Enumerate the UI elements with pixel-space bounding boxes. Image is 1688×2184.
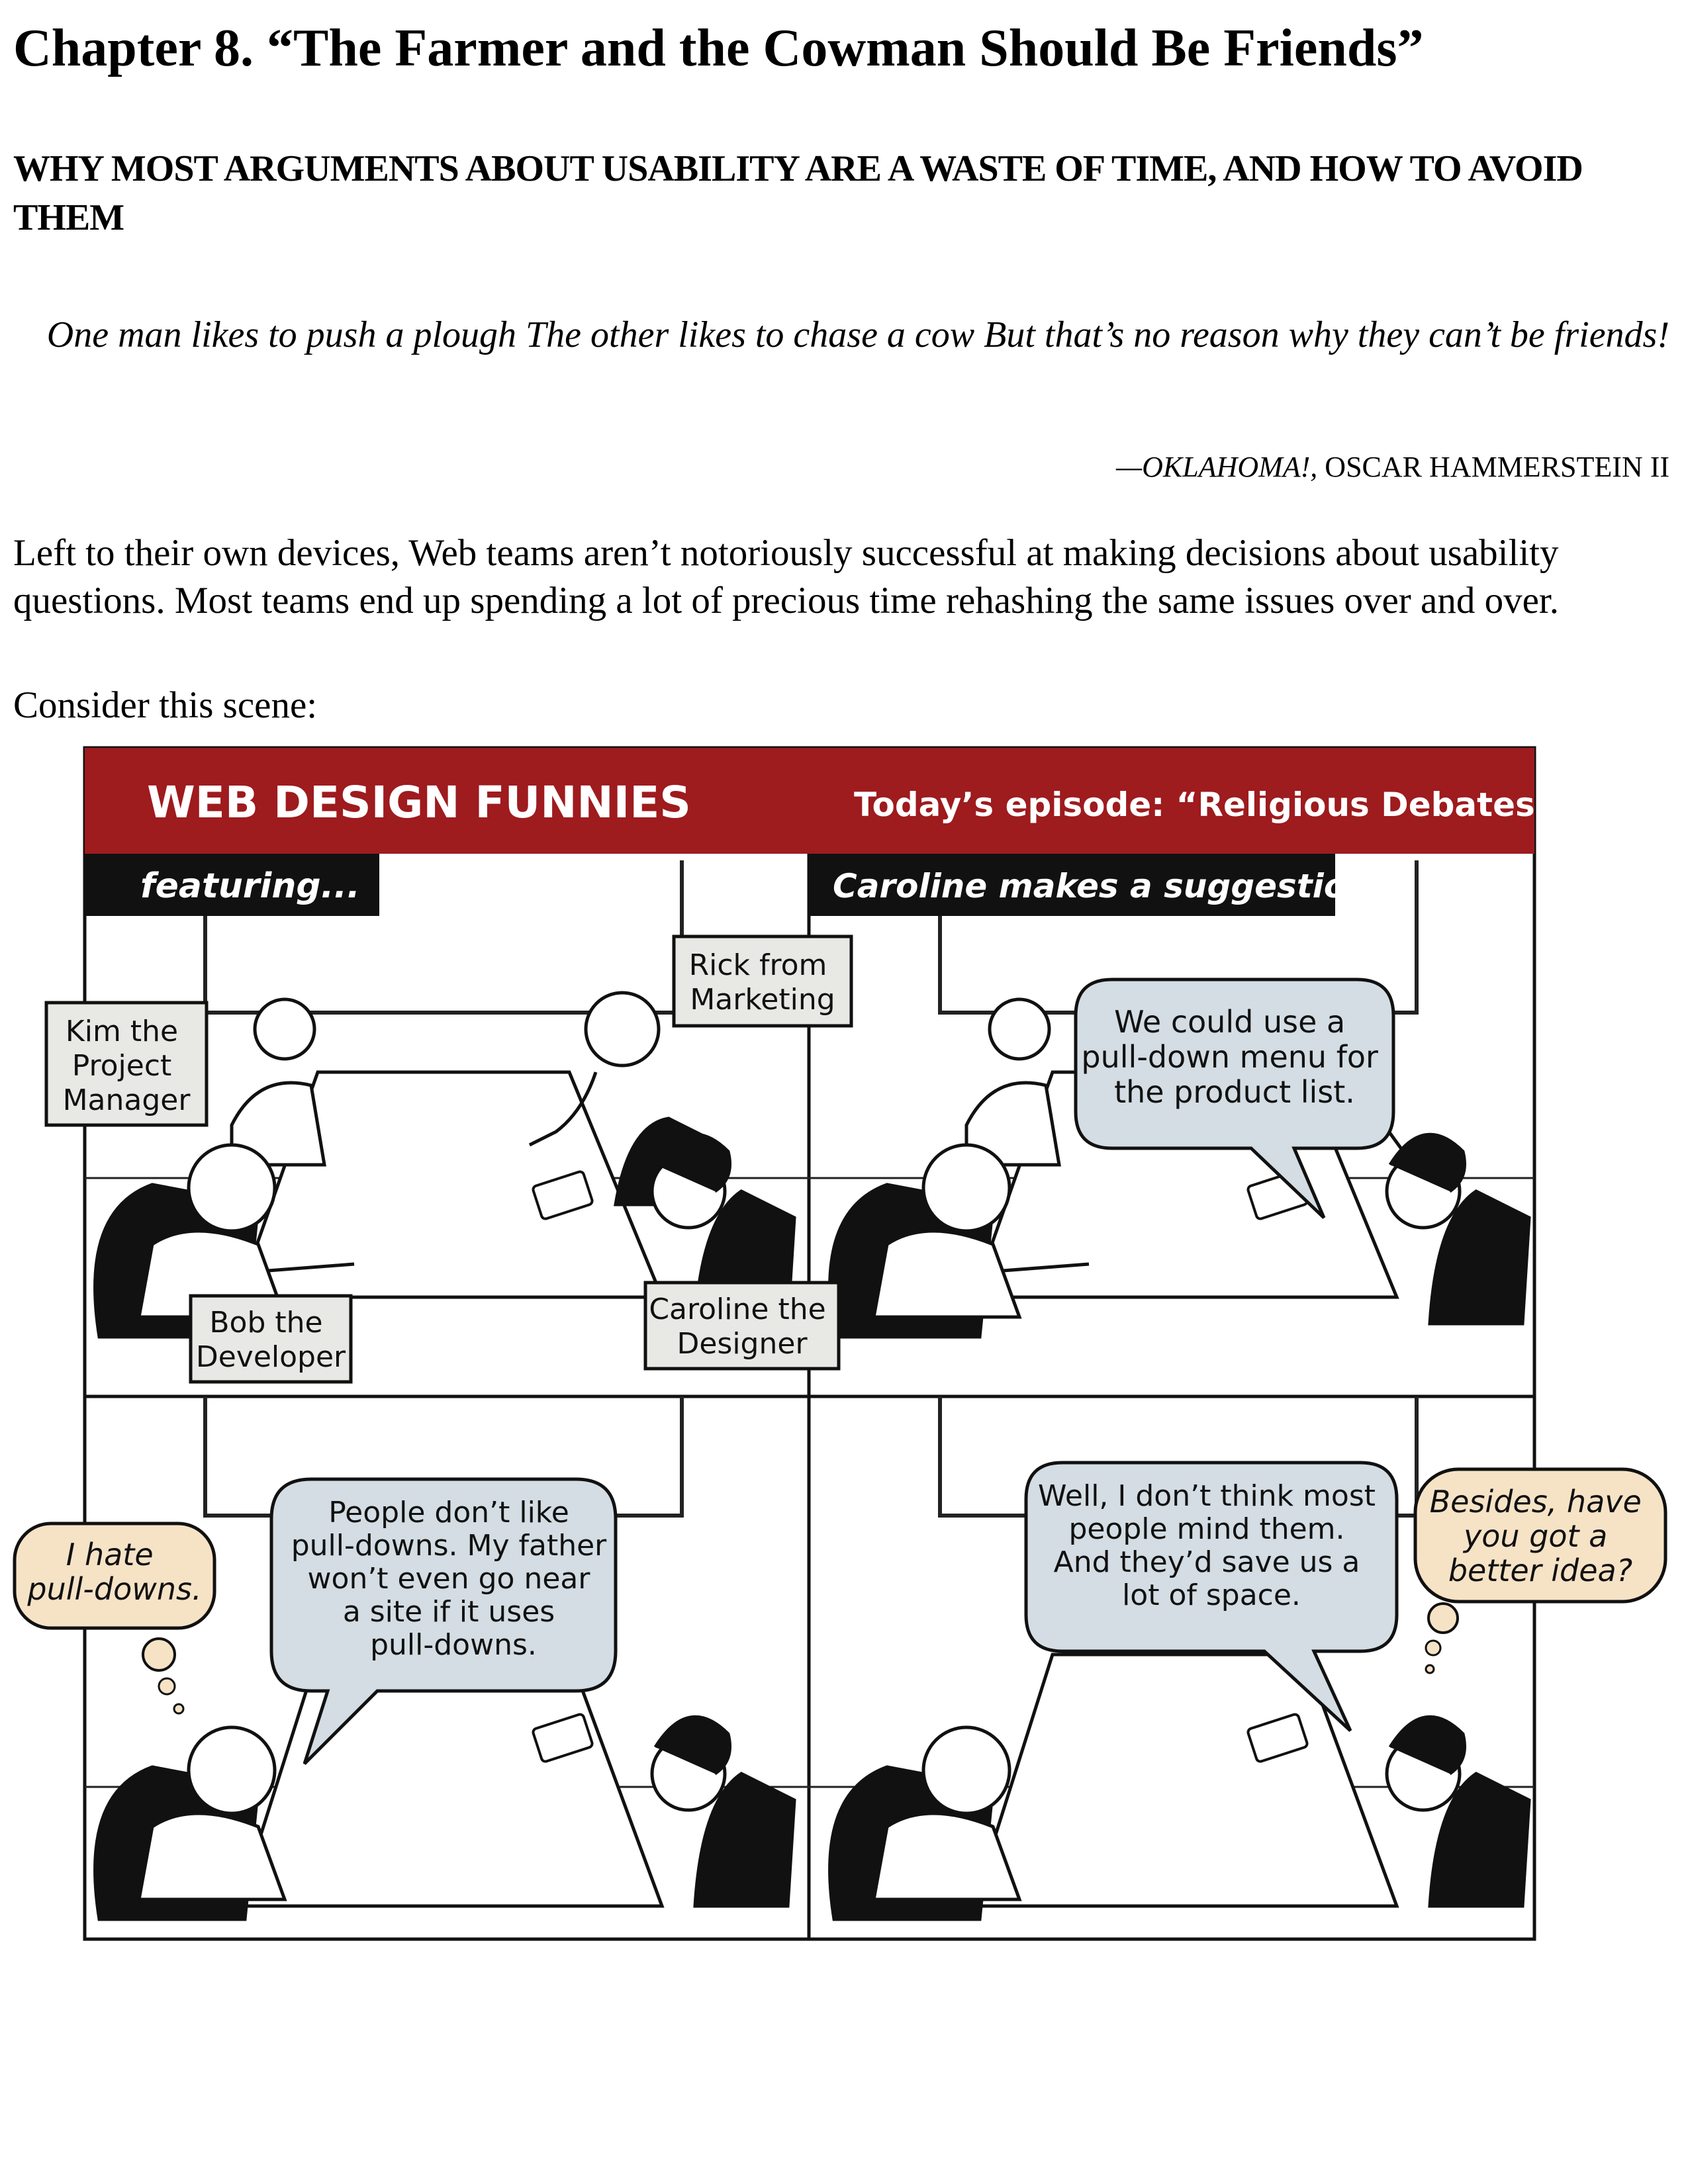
comic-strip (0, 735, 1688, 1979)
epigraph-attribution (1116, 450, 1669, 484)
panel2-caption: Caroline makes a suggestion... (833, 867, 1408, 905)
thought-dot (1429, 1604, 1458, 1633)
comic-series-title: WEB DESIGN FUNNIES (147, 777, 691, 828)
thought-text-idea: Besides, have you got a better idea? (1429, 1484, 1642, 1588)
speech-text-objection: People don’t like pull-downs. My father won’t even go near a site if it uses pull-downs. (291, 1496, 607, 1662)
attribution-work: —OKLAHOMA!, (1115, 451, 1318, 483)
epigraph-quote: One man likes to push a plough The other likes to chase a cow But that’s no reason why they can’t be friends! (46, 314, 1669, 355)
body-paragraph-lead-in: Consider this scene: (13, 684, 318, 726)
chapter-title: Chapter 8. “The Farmer and the Cowman Should Be Friends” (13, 19, 1424, 77)
label-caroline: Caroline the Designer (649, 1293, 826, 1361)
label-bob: Bob the Developer (195, 1306, 346, 1374)
thought-dot (1426, 1641, 1440, 1655)
chapter-subtitle: WHY MOST ARGUMENTS ABOUT USABILITY ARE A WASTE OF TIME, AND HOW TO AVOID THEM (13, 148, 1583, 238)
attribution-author: OSCAR HAMMERSTEIN II (1317, 451, 1669, 483)
speech-text-suggestion: We could use a pull-down menu for the product list. (1081, 1004, 1378, 1110)
label-kim: Kim the Project Manager (62, 1015, 191, 1117)
body-paragraph: Left to their own devices, Web teams aren’t notoriously successful at making decisions about usability questions. Most teams end up spending a lot of precious time rehashing the same issues over and over. (13, 532, 1559, 621)
panel1-caption: featuring... (140, 866, 360, 906)
comic-episode-title: Today’s episode: “Religious Debates” (854, 786, 1557, 824)
thought-dot (143, 1639, 175, 1670)
thought-dot (1426, 1665, 1434, 1673)
thought-dot (174, 1704, 183, 1713)
thought-text-hate: I hate pull-downs. (27, 1537, 202, 1607)
thought-dot (159, 1678, 175, 1694)
speech-text-reply: Well, I don’t think most people mind them. And they’d save us a lot of space. (1037, 1479, 1376, 1612)
label-rick: Rick from Marketing (688, 948, 835, 1017)
